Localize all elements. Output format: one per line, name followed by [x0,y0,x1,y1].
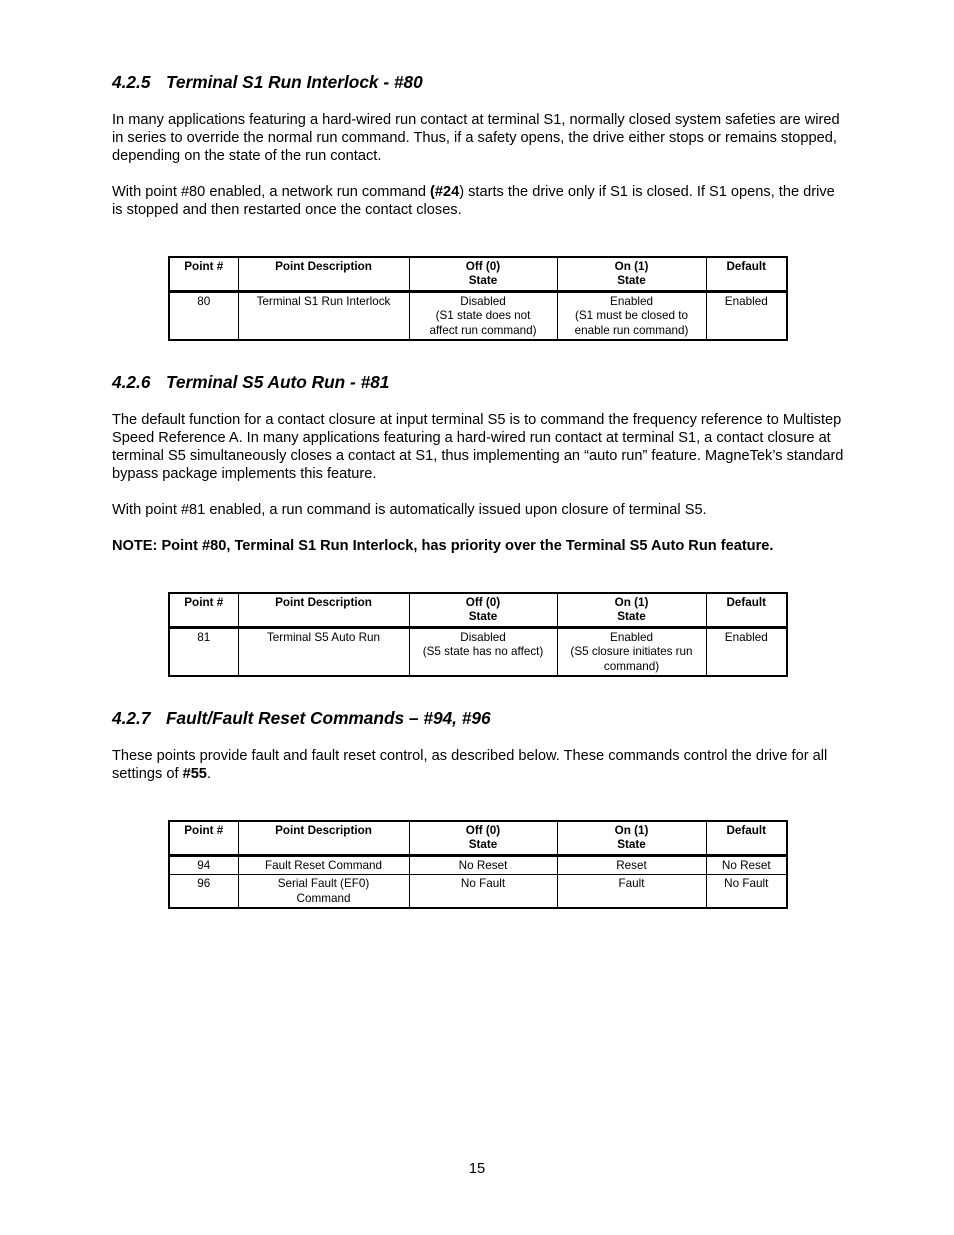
cell-line: (S1 must be closed to [574,309,689,323]
cell-off: No Fault [409,875,557,908]
table-row [169,291,787,340]
cell-default: Enabled [706,291,787,340]
header-line: State [617,274,646,288]
header-line: On (1) [614,596,649,609]
text-run: With point #80 enabled, a network run command [112,184,430,200]
header-on [557,257,706,291]
header-default: Default [706,593,787,627]
section-title: Terminal S5 Auto Run - #81 [166,372,390,392]
cell-off: No Reset [409,855,557,874]
header-line: State [468,838,498,852]
bold-text: (#24 [430,184,460,200]
header-line: State [468,610,498,624]
cell-point: 80 [169,291,238,340]
text-run: These points provide fault and fault reset control, as described below. These commands control the drive for all settings of [112,748,828,782]
header-on [557,593,706,627]
cell-desc: Terminal S1 Run Interlock [238,291,409,340]
points-table-80 [168,256,788,341]
text-run: . [206,766,211,782]
section-title: Fault/Fault Reset Commands – #94, #96 [166,708,491,728]
header-line: On (1) [614,260,649,273]
cell-point: 94 [169,855,238,874]
header-line: State [617,838,646,852]
cell-line: Enabled [610,630,653,644]
cell-line: (S5 state has no affect) [422,645,544,659]
header-desc: Point Description [238,593,409,627]
table-header-row [169,257,787,291]
cell-off [409,291,557,340]
section-number: 4.2.6 [112,372,151,392]
paragraph: With point #81 enabled, a run command is automatically issued upon closure of terminal S5. [112,502,707,518]
header-line: State [617,610,646,624]
cell-point: 81 [169,627,238,676]
table-row [169,627,787,676]
cell-line: Enabled [610,294,653,308]
section-heading-4-2-5 [112,72,423,93]
cell-desc [238,875,409,908]
header-desc: Point Description [238,821,409,855]
section-heading-4-2-7 [112,708,491,729]
header-default: Default [706,257,787,291]
cell-on: Reset [557,855,706,874]
header-off [409,593,557,627]
header-line: Off (0) [465,260,501,273]
cell-on [557,627,706,676]
header-default: Default [706,821,787,855]
bold-text: #55 [182,766,207,782]
section-heading-4-2-6 [112,372,389,393]
cell-default: Enabled [706,627,787,676]
points-table-81 [168,592,788,677]
cell-line: (S5 closure initiates run [570,645,693,659]
cell-line: enable run command) [574,323,689,337]
cell-line: Command [296,891,351,905]
paragraph [112,747,847,783]
header-desc: Point Description [238,257,409,291]
header-on [557,821,706,855]
cell-line: (S1 state does not [435,309,531,323]
header-line: Off (0) [465,596,501,609]
section-number: 4.2.5 [112,72,151,92]
cell-on: Fault [557,875,706,908]
note-paragraph: NOTE: Point #80, Terminal S1 Run Interlock, has priority over the Terminal S5 Auto Run feature. [112,538,774,554]
cell-desc: Terminal S5 Auto Run [238,627,409,676]
header-line: Off (0) [465,824,501,837]
cell-line: Serial Fault (EF0) [277,877,370,891]
paragraph: The default function for a contact closure at input terminal S5 is to command the frequency reference to Multistep Speed Reference A. In many applications featuring a hard-wired run contact at terminal S1, a contact closure at terminal S5 simultaneously closes a contact at S1, thus implementing an “auto run” feature. MagneTek’s standard bypass package implements this feature. [112,412,844,482]
points-table-94-96 [168,820,788,909]
paragraph [112,183,847,219]
paragraph: In many applications featuring a hard-wired run contact at terminal S1, normally closed system safeties are wired in series to override the normal run command. Thus, if a safety opens, the drive either stops or remains stopped, depending on the state of the run contact. [112,112,840,164]
header-point: Point # [169,257,238,291]
cell-desc: Fault Reset Command [238,855,409,874]
page-number: 15 [468,1161,486,1177]
section-title: Terminal S1 Run Interlock - #80 [166,72,423,92]
cell-line: Disabled [460,294,506,308]
header-line: State [468,274,498,288]
header-line: On (1) [614,824,649,837]
text-run: ) starts the drive only if S1 is closed. If S1 opens, the drive is stopped and then restarted once the contact closes. [112,184,835,218]
table-header-row [169,593,787,627]
cell-default: No Reset [706,855,787,874]
header-off [409,821,557,855]
cell-on [557,291,706,340]
cell-line: Disabled [460,630,506,644]
table-header-row [169,821,787,855]
header-point: Point # [169,593,238,627]
header-off [409,257,557,291]
cell-off [409,627,557,676]
cell-point: 96 [169,875,238,908]
cell-line: affect run command) [429,323,537,337]
cell-line: command) [603,659,660,673]
table-row [169,875,787,908]
section-number: 4.2.7 [112,708,151,728]
cell-default: No Fault [706,875,787,908]
table-row [169,855,787,874]
header-point: Point # [169,821,238,855]
